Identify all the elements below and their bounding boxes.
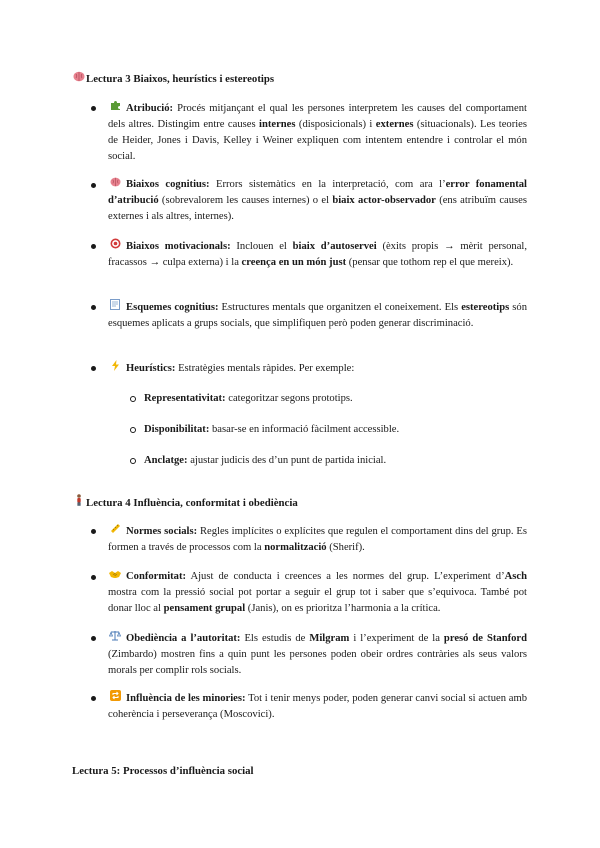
term-label: Conformitat: [126,571,187,582]
list-item-atribucio [108,100,527,165]
list-item-normes-socials [108,523,527,556]
memo-icon [108,299,122,316]
bullet [91,305,96,310]
item-text: (Sherif). [326,542,365,553]
term-label: Atribució: [126,103,174,114]
item-text: Estructures mentals que organitzen el coneixement. Els [218,302,462,313]
term-label: Biaixos motivacionals: [126,241,231,252]
item-text: (sobrevalorem les causes internes) o el [158,195,333,206]
bullet [91,529,96,534]
sub-item-representativitat [144,391,524,407]
sub-item-anclatge [144,453,524,469]
puzzle-icon [108,100,122,117]
term-label: Influència de les minories: [126,693,246,704]
sub-bullet [130,427,136,433]
bold-term: internes [259,119,296,130]
item-text: Tot i tenir menys poder, poden generar canvi social si actuen amb coherència i perseverança (Moscovici). [108,693,527,720]
bold-term: presó de Stanford [443,633,528,644]
bold-term: biaix d’autoservei [292,241,377,252]
term-label: Representativitat: [144,393,226,404]
brain-icon [72,71,85,87]
list-item-influencia-minories [108,690,527,723]
item-text: (disposicionals) i [295,119,376,130]
section-heading-lectura-4 [72,494,298,511]
list-item-biaixos-cognitius [108,177,527,225]
term-label: Anclatge: [144,455,188,466]
bold-term: error fonamental d’atribució [108,179,527,206]
target-icon [108,238,122,255]
list-item-conformitat [108,569,527,617]
item-text: són esquemes aplicats a grups socials, que simplifiquen però poden generar discriminació. [108,302,528,329]
item-text: Els estudis de [240,633,310,644]
item-text: (pensar que tothom rep el que mereix). [346,257,514,268]
item-text: (Zimbardo) mostren fins a quin punt les persones poden obeir ordres contràries als seus valors morals per complir rols socials. [108,649,527,676]
bullet [91,244,96,249]
item-text: Inclouen el [230,241,293,252]
term-label: Obediència a l’autoritat: [126,633,241,644]
item-text: basar-se en informació fàcilment accessible. [209,424,400,435]
bold-term: Milgram [309,633,350,644]
handshake-icon [108,569,122,585]
sub-item-disponibilitat [144,422,524,438]
bullet [91,106,96,111]
bold-term: pensament grupal [163,603,246,614]
bold-term: creença en un món just [241,257,347,268]
term-label: Esquemes cognitius: [126,302,219,313]
section-title: Lectura 3 Biaixos, heurístics i estereotips [86,73,275,85]
person-standing-icon [72,494,85,511]
bold-term: normalització [264,542,327,553]
item-text: Regles implícites o explícites que regulen el comportament dins del grup. Es formen a través de processos com la [108,526,527,553]
item-text: i l’experiment de la [349,633,444,644]
bold-term: estereotips [461,302,510,313]
section-title: Lectura 5: Processos d’influència social [72,765,254,777]
term-label: Disponibilitat: [144,424,210,435]
list-item-heuristics [108,360,527,377]
item-text: Errors sistemàtics en la interpretació, com ara l’ [209,179,446,190]
bullet [91,575,96,580]
item-text: ajustar judicis des d’un punt de partida inicial. [187,455,387,466]
loop-arrows-icon [108,690,122,707]
list-item-obediencia [108,630,527,679]
lightning-icon [108,360,122,377]
bold-term: externes [375,119,414,130]
brain-icon [108,177,122,193]
scale-icon [108,630,122,647]
sub-bullet [130,396,136,402]
section-title: Lectura 4 Influència, conformitat i obediència [86,497,298,509]
item-text: (Janis), on es prioritza l’harmonia a la crítica. [245,603,441,614]
term-label: Biaixos cognitius: [126,179,210,190]
item-text: (ens atribuïm causes externes i als altres, internes). [108,195,527,222]
list-item-biaixos-motivacionals [108,238,527,271]
item-text: Procés mitjançant el qual les persones interpretem les causes del comportament dels altres. Distingim entre causes [108,103,527,130]
list-item-esquemes-cognitius [108,299,527,332]
bullet [91,636,96,641]
item-text: (èxits propis → mèrit personal, fracassos → culpa externa) i la [108,241,527,268]
section-heading-lectura-5 [72,763,254,779]
bullet [91,366,96,371]
section-heading-lectura-3 [72,71,274,87]
term-label: Normes socials: [126,526,198,537]
bold-term: biaix actor-observador [332,195,436,206]
bullet [91,696,96,701]
bold-term: Asch [504,571,527,582]
item-text: Ajust de conducta i creences a les normes del grup. L’experiment d’ [186,571,505,582]
item-text: categoritzar segons prototips. [225,393,353,404]
ruler-icon [108,523,122,540]
term-label: Heurístics: [126,363,176,374]
item-text: Estratègies mentals ràpides. Per exemple: [175,363,355,374]
item-text: mostra com la pressió social pot portar a seguir el grup tot i saber que s’equivoca. També pot donar lloc al [108,587,527,614]
item-text: (situacionals). Les teories de Heider, Jones i Davis, Kelley i Weiner expliquen com intentem entendre i controlar el món social. [108,119,527,162]
bullet [91,183,96,188]
sub-bullet [130,458,136,464]
